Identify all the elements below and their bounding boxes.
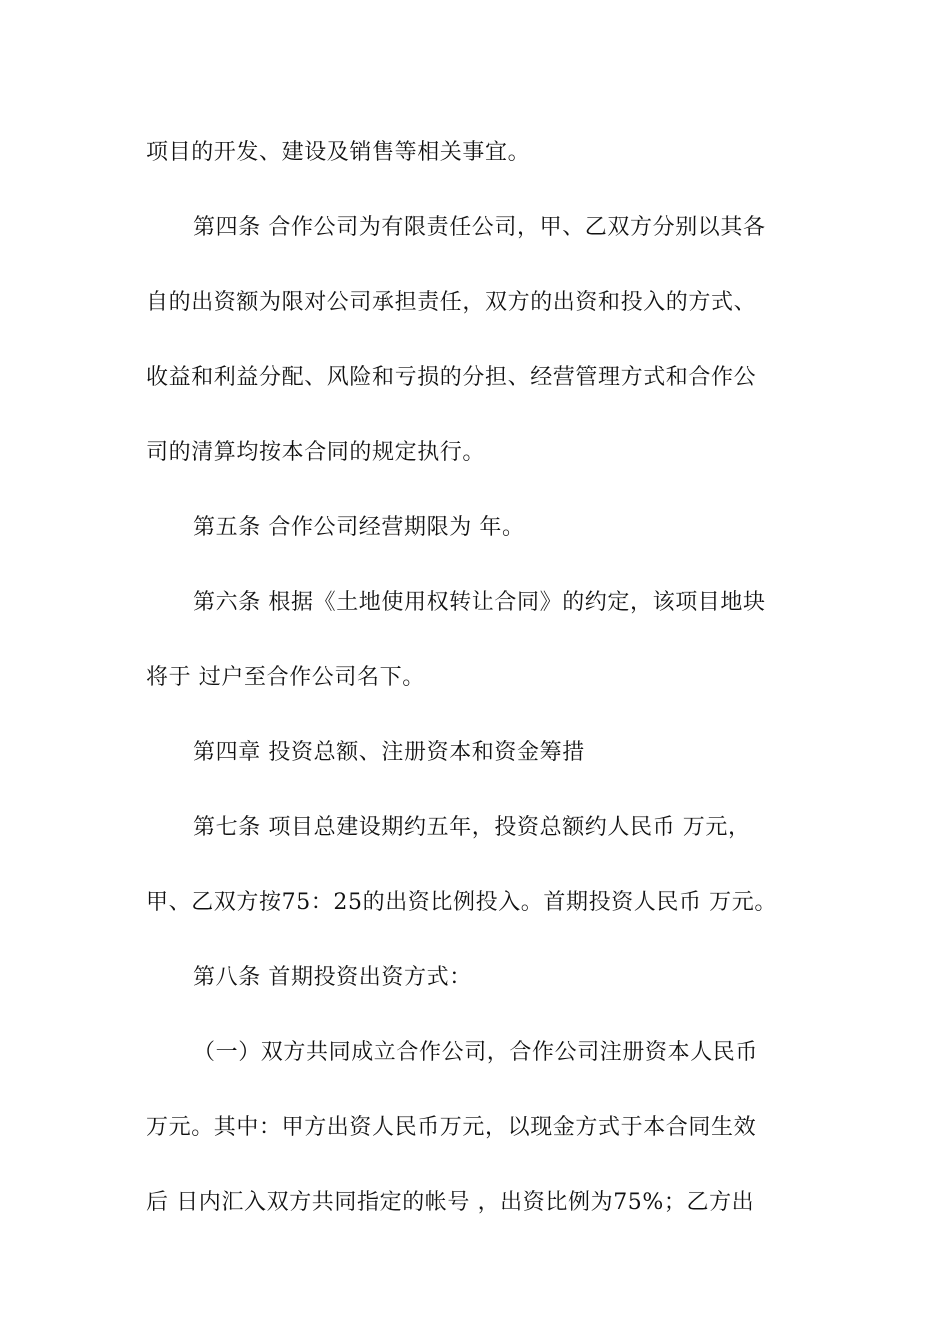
clause-1-line: （一）双方共同成立合作公司，合作公司注册资本人民币 [193, 1040, 759, 1065]
text-line: 甲、乙双方按75：25的出资比例投入。首期投资人民币 万元。 [146, 890, 777, 915]
text-line: 万元。其中：甲方出资人民币万元，以现金方式于本合同生效 [146, 1115, 757, 1140]
text-line: 后 日内汇入双方共同指定的帐号 ，出资比例为75%；乙方出 [146, 1190, 755, 1215]
article-7-line: 第七条 项目总建设期约五年，投资总额约人民币 万元， [193, 815, 751, 840]
text-line: 将于 过户至合作公司名下。 [146, 665, 425, 690]
text-line: 司的清算均按本合同的规定执行。 [146, 440, 486, 465]
text-line: 自的出资额为限对公司承担责任，双方的出资和投入的方式、 [146, 290, 757, 315]
article-6-line: 第六条 根据《土地使用权转让合同》的约定，该项目地块 [193, 590, 766, 615]
chapter-4-heading: 第四章 投资总额、注册资本和资金筹措 [193, 740, 585, 765]
article-8-line: 第八条 首期投资出资方式： [193, 965, 472, 990]
text-line: 收益和利益分配、风险和亏损的分担、经营管理方式和合作公 [146, 365, 757, 390]
article-4-heading-line: 第四条 合作公司为有限责任公司，甲、乙双方分别以其各 [193, 215, 766, 240]
article-5-line: 第五条 合作公司经营期限为 年。 [193, 515, 525, 540]
text-line: 项目的开发、建设及销售等相关事宜。 [146, 140, 531, 165]
